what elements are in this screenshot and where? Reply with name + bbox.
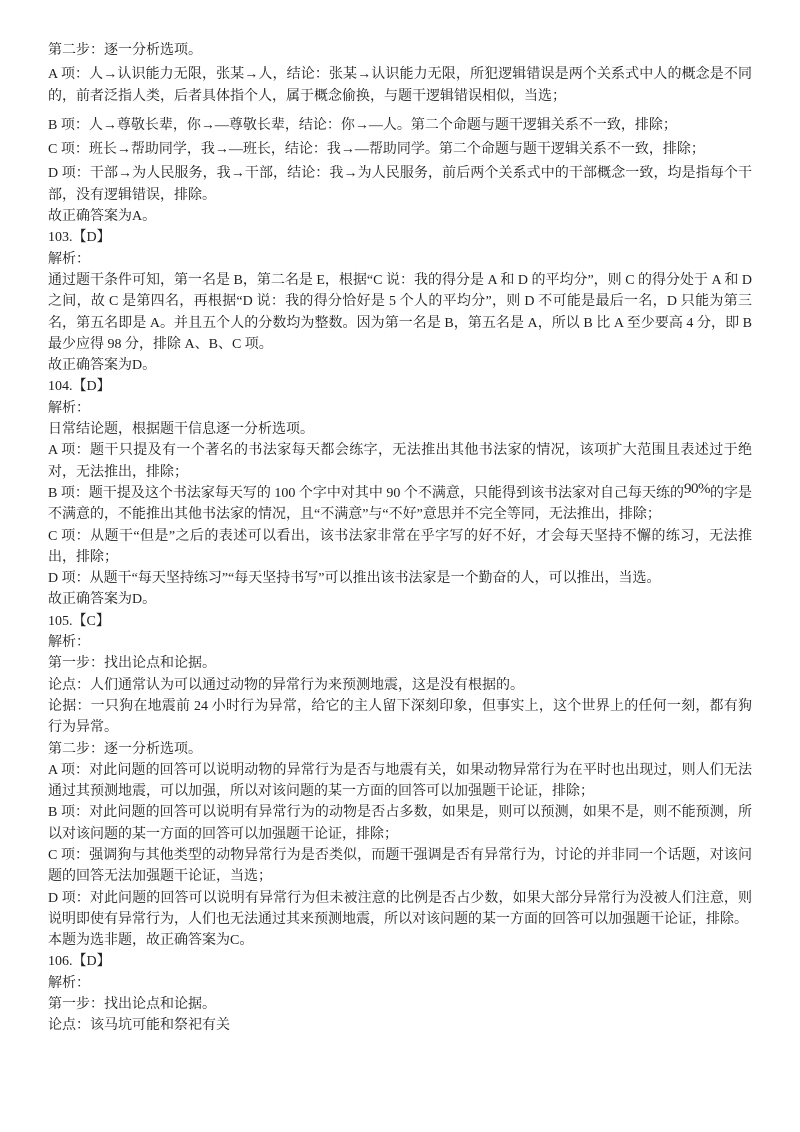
q105-thesis: 论点：人们通常认为可以通过动物的异常行为来预测地震，这是没有根据的。 xyxy=(48,677,524,693)
q105-step1: 第一步：找出论点和论据。 xyxy=(48,656,216,672)
q102-option-c: C 项：班长→帮助同学，我→—班长，结论：我→—帮助同学。第二个命题与题干逻辑关系不一致，排除； xyxy=(48,142,705,158)
q104-number: 104.【D】 xyxy=(48,379,111,395)
q104-analysis-label: 解析： xyxy=(48,400,90,416)
q105-number: 105.【C】 xyxy=(48,613,110,629)
q105-analysis-label: 解析： xyxy=(48,635,90,651)
q105-option-c: C 项：强调狗与其他类型的动物异常行为是否类似，而题干强调是否有异常行为，讨论的并非同一个话题，对该问题的回答无法加强题干论证，当选； xyxy=(48,847,752,885)
q103-number: 103.【D】 xyxy=(48,230,111,246)
q104-option-b-percent: 90% xyxy=(683,480,710,497)
q103-answer: 故正确答案为D。 xyxy=(48,358,157,374)
q105-step2: 第二步：逐一分析选项。 xyxy=(48,741,202,757)
q102-option-b: B 项：人→尊敬长辈，你→—尊敬长辈，结论：你→—人。第二个命题与题干逻辑关系不一致，排除； xyxy=(48,117,677,133)
q106-number: 106.【D】 xyxy=(48,954,111,970)
q104-answer: 故正确答案为D。 xyxy=(48,592,157,608)
q104-option-c: C 项：从题干“但是”之后的表述可以看出，该书法家非常在乎字写的好不好，才会每天坚持不懈的练习，无法推出，排除； xyxy=(48,528,752,565)
q102-option-a: A 项：人→认识能力无限，张某→人，结论：张某→认识能力无限，所犯逻辑错误是两个关系式中人的概念是不同的，前者泛指人类，后者具体指个人，属于概念偷换，与题干逻辑错误相似，当选； xyxy=(48,67,752,104)
q106-step1: 第一步：找出论点和论据。 xyxy=(48,997,216,1013)
q102-answer: 故正确答案为A。 xyxy=(48,209,157,225)
q102-step2: 第二步：逐一分析选项。 xyxy=(48,43,202,58)
q105-option-a: A 项：对此问题的回答可以说明动物的异常行为是否与地震有关，如果动物异常行为在平时也出现过，则人们无法通过其预测地震，可以加强，所以对该问题的某一方面的回答可以加强题干论证，排除； xyxy=(48,762,752,800)
q105-option-d: D 项：对此问题的回答可以说明有异常行为但未被注意的比例是否占少数，如果大部分异常行为没被人们注意，则说明即使有异常行为，人们也无法通过其来预测地震，所以对该问题的某一方面的回答可以加强题干论证，排除。 xyxy=(48,890,752,927)
q106-thesis: 论点：该马坑可能和祭祀有关 xyxy=(48,1018,230,1034)
q104-option-a: A 项：题干只提及有一个著名的书法家每天都会练字，无法推出其他书法家的情况，该项扩大范围且表述过于绝对，无法推出，排除； xyxy=(48,443,752,480)
q103-body: 通过题干条件可知，第一名是 B，第二名是 E，根据“C 说：我的得分是 A 和 D 的平均分”，则 C 的得分处于 A 和 D 之间，故 C 是第四名，再根据“D 说：我的得分恰好是 5 个人的平均分”，则 D 不可能是最后一名，D 只能为第三名，第五名即是 A。并且五个人的分数均为整数。因为第一名是 B，第五名是 A，所以 B 比 A 至少要高 4 分，即 B 最少应得 98 分，排除 A、B、C 项。 xyxy=(48,272,752,352)
q104-option-b-post: 的字是不满意的，不能推出其他书法家的情况，且“不满意”与“不好”意思并不完全等同，无法推出，排除； xyxy=(48,485,752,523)
q104-option-b-pre: B 项：题干提及这个书法家每天写的 100 个字中对其中 90 个不满意，只能得到该书法家对自己每天练的 xyxy=(48,485,684,501)
q105-evidence: 论据：一只狗在地震前 24 小时行为异常，给它的主人留下深刻印象，但事实上，这个世界上的任何一刻，都有狗行为异常。 xyxy=(48,698,752,736)
q104-option-b xyxy=(48,480,752,526)
q104-intro: 日常结论题，根据题干信息逐一分析选项。 xyxy=(48,422,314,438)
q105-option-b: B 项：对此问题的回答可以说明有异常行为的动物是否占多数，如果是，则可以预测，如果不是，则不能预测，所以对该问题的某一方面的回答可以加强题干论证，排除； xyxy=(48,805,752,842)
q102-option-d: D 项：干部→为人民服务，我→干部，结论：我→为人民服务，前后两个关系式中的干部概念一致，均是指每个干部，没有逻辑错误，排除。 xyxy=(48,166,752,203)
q103-analysis-label: 解析： xyxy=(48,251,90,267)
q106-analysis-label: 解析： xyxy=(48,975,90,991)
q104-option-d: D 项：从题干“每天坚持练习”“每天坚持书写”可以推出该书法家是一个勤奋的人，可以推出，当选。 xyxy=(48,571,661,587)
q105-answer: 本题为选非题，故正确答案为C。 xyxy=(48,933,254,949)
